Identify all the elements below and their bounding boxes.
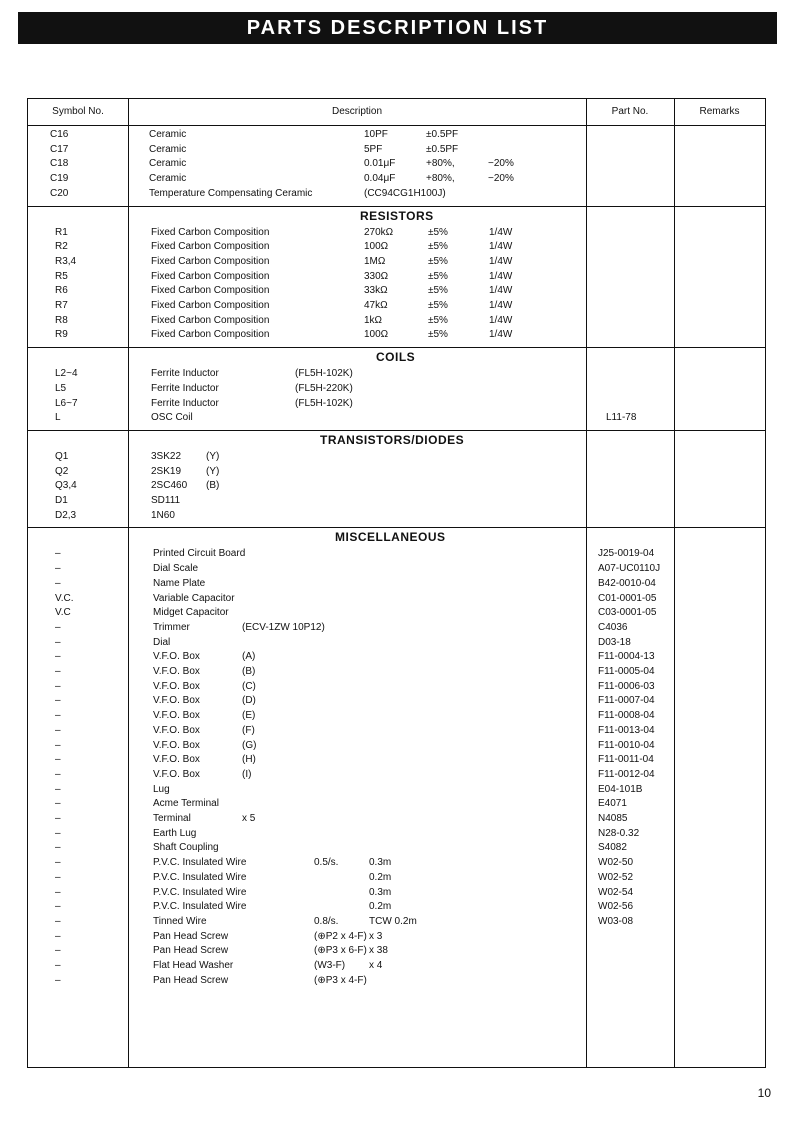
spec-cell: 0.5/s. xyxy=(314,857,339,869)
symbol-cell: – xyxy=(55,901,61,913)
quantity-cell: 0.2m xyxy=(369,901,392,913)
value-cell: (Y) xyxy=(206,450,220,462)
column-divider xyxy=(674,99,675,1067)
symbol-cell: R6 xyxy=(55,285,68,297)
value-cell: (FL5H-102K) xyxy=(295,397,353,409)
symbol-cell: – xyxy=(55,621,61,633)
symbol-cell: – xyxy=(55,827,61,839)
wattage-cell: 1/4W xyxy=(489,314,513,326)
symbol-cell: – xyxy=(55,695,61,707)
part-no-cell: F11-0008-04 xyxy=(598,710,655,722)
tolerance-cell: +80%, xyxy=(426,173,455,185)
description-cell: Fixed Carbon Composition xyxy=(151,241,270,253)
symbol-cell: – xyxy=(55,974,61,986)
symbol-cell: D2,3 xyxy=(55,509,77,521)
description-cell: Midget Capacitor xyxy=(153,607,229,619)
spec-cell: (B) xyxy=(242,666,256,677)
column-divider xyxy=(128,99,129,1067)
wattage-cell: 1/4W xyxy=(489,329,513,341)
header-description: Description xyxy=(331,106,383,117)
wattage-cell: 1/4W xyxy=(489,285,513,297)
symbol-cell: Q1 xyxy=(55,450,69,462)
header-part-no: Part No. xyxy=(611,106,649,117)
symbol-cell: – xyxy=(55,754,61,766)
description-cell: Fixed Carbon Composition xyxy=(151,255,270,267)
value-cell: 100Ω xyxy=(364,329,389,341)
symbol-cell: R9 xyxy=(55,329,68,341)
value-cell: 47kΩ xyxy=(364,300,388,311)
symbol-cell: V.C. xyxy=(55,592,74,604)
symbol-cell: – xyxy=(55,842,61,854)
description-cell: Lug xyxy=(153,783,170,795)
value-cell: 1kΩ xyxy=(364,314,383,326)
quantity-cell: 0.3m xyxy=(369,857,392,869)
part-no-cell: C4036 xyxy=(598,621,628,633)
tolerance-cell: ±0.5PF xyxy=(426,129,459,140)
value-cell: 1MΩ xyxy=(364,255,386,267)
part-no-cell: C03-0001-05 xyxy=(598,607,657,619)
description-cell: Ferrite Inductor xyxy=(151,368,219,380)
tolerance-cell: ±5% xyxy=(428,285,448,297)
symbol-cell: C18 xyxy=(50,158,69,170)
description-cell: Shaft Coupling xyxy=(153,842,219,854)
symbol-cell: C16 xyxy=(50,129,69,140)
symbol-cell: L6~7 xyxy=(55,397,78,409)
spec-cell: (W3-F) xyxy=(314,960,346,971)
spec-cell: 0.8/s. xyxy=(314,915,339,927)
section-divider xyxy=(28,206,765,207)
part-no-cell: D03-18 xyxy=(598,636,631,648)
description-cell: P.V.C. Insulated Wire xyxy=(153,871,247,883)
value-cell: (Y) xyxy=(206,465,220,477)
quantity-cell: 0.2m xyxy=(369,871,392,883)
symbol-cell: D1 xyxy=(55,495,68,506)
symbol-cell: – xyxy=(55,915,61,927)
description-cell: Fixed Carbon Composition xyxy=(151,300,270,311)
value-cell: 330Ω xyxy=(364,270,389,282)
part-no-cell: F11-0010-04 xyxy=(598,739,655,751)
description-cell: P.V.C. Insulated Wire xyxy=(153,886,247,898)
value-cell: 0.01μF xyxy=(364,158,396,170)
part-no-cell: F11-0007-04 xyxy=(598,695,655,707)
symbol-cell: – xyxy=(55,680,61,692)
description-cell: Ceramic xyxy=(149,143,187,155)
symbol-cell: – xyxy=(55,710,61,722)
quantity-cell: 0.3m xyxy=(369,886,392,898)
spec-cell: (F) xyxy=(242,724,255,736)
symbol-cell: – xyxy=(55,798,61,810)
tolerance-cell: ±5% xyxy=(428,241,448,253)
section-title: COILS xyxy=(376,350,416,365)
part-no-cell: C01-0001-05 xyxy=(598,592,657,604)
part-no-cell: W03-08 xyxy=(598,915,634,927)
symbol-cell: R8 xyxy=(55,314,68,326)
part-no-cell: N4085 xyxy=(598,813,628,824)
part-no-cell: F11-0011-04 xyxy=(598,754,654,766)
description-cell: Ceramic xyxy=(149,129,187,140)
spec-cell: (⊕P3 x 6-F) xyxy=(314,945,367,957)
description-cell: V.F.O. Box xyxy=(153,710,200,722)
description-cell: Ceramic xyxy=(149,173,187,185)
symbol-cell: – xyxy=(55,724,61,736)
description-cell: Printed Circuit Board xyxy=(153,548,246,560)
wattage-cell: 1/4W xyxy=(489,241,513,253)
wattage-cell: 1/4W xyxy=(489,255,513,267)
tolerance-cell: ±0.5PF xyxy=(426,143,459,155)
header-symbol: Symbol No. xyxy=(52,106,104,117)
symbol-cell: R3,4 xyxy=(55,255,77,267)
tolerance-cell: ±5% xyxy=(428,255,448,267)
spec-cell: (I) xyxy=(242,768,252,780)
part-no-cell: F11-0012-04 xyxy=(598,768,655,780)
spec-cell: (C) xyxy=(242,680,256,692)
symbol-cell: C17 xyxy=(50,143,69,155)
symbol-cell: – xyxy=(55,886,61,898)
symbol-cell: – xyxy=(55,871,61,883)
part-no-cell: E4071 xyxy=(598,798,627,810)
tolerance-cell: ±5% xyxy=(428,226,448,238)
description-cell: Variable Capacitor xyxy=(153,592,235,604)
part-no-cell: F11-0005-04 xyxy=(598,666,655,677)
description-cell: Fixed Carbon Composition xyxy=(151,226,270,238)
value-cell: 270kΩ xyxy=(364,226,394,238)
description-cell: Fixed Carbon Composition xyxy=(151,270,270,282)
value-cell: (B) xyxy=(206,480,220,492)
description-cell: V.F.O. Box xyxy=(153,768,200,780)
symbol-cell: L2~4 xyxy=(55,368,78,380)
header-divider xyxy=(28,125,765,126)
symbol-cell: R2 xyxy=(55,241,68,253)
description-cell: 2SK19 xyxy=(151,465,182,477)
page-title: PARTS DESCRIPTION LIST xyxy=(18,12,777,44)
tolerance-cell: −20% xyxy=(488,173,514,185)
symbol-cell: – xyxy=(55,666,61,677)
symbol-cell: – xyxy=(55,930,61,942)
symbol-cell: – xyxy=(55,813,61,824)
page-number: 10 xyxy=(757,1086,771,1100)
wattage-cell: 1/4W xyxy=(489,226,513,238)
description-cell: Trimmer xyxy=(153,621,190,633)
description-cell: SD111 xyxy=(151,495,181,506)
symbol-cell: Q3,4 xyxy=(55,480,77,492)
description-cell: Ferrite Inductor xyxy=(151,382,219,394)
part-no-cell: B42-0010-04 xyxy=(598,577,656,589)
value-cell: (FL5H-102K) xyxy=(295,368,353,380)
symbol-cell: C20 xyxy=(50,187,69,199)
spec-cell: (G) xyxy=(242,739,257,751)
symbol-cell: – xyxy=(55,651,61,663)
symbol-cell: – xyxy=(55,548,61,560)
spec-cell: (⊕P2 x 4-F) xyxy=(314,930,367,942)
part-no-cell: W02-50 xyxy=(598,857,634,869)
description-cell: V.F.O. Box xyxy=(153,680,200,692)
spec-cell: (D) xyxy=(242,695,256,707)
quantity-cell: x 38 xyxy=(369,945,388,957)
description-cell: Acme Terminal xyxy=(153,798,219,810)
part-no-cell: L11-78 xyxy=(606,412,637,424)
description-cell: V.F.O. Box xyxy=(153,724,200,736)
tolerance-cell: ±5% xyxy=(428,270,448,282)
description-cell: Dial Scale xyxy=(153,563,199,575)
part-no-cell: W02-56 xyxy=(598,901,634,913)
description-cell: Dial xyxy=(153,636,171,648)
tolerance-cell: +80%, xyxy=(426,158,455,170)
description-cell: P.V.C. Insulated Wire xyxy=(153,901,247,913)
description-cell: P.V.C. Insulated Wire xyxy=(153,857,247,869)
description-cell: Ferrite Inductor xyxy=(151,397,219,409)
value-cell: 33kΩ xyxy=(364,285,388,297)
spec-cell: x 5 xyxy=(242,813,256,824)
value-cell: 0.04μF xyxy=(364,173,396,185)
symbol-cell: – xyxy=(55,857,61,869)
wattage-cell: 1/4W xyxy=(489,270,513,282)
spec-cell: (ECV-1ZW 10P12) xyxy=(242,621,325,633)
symbol-cell: L xyxy=(55,412,61,424)
symbol-cell: R7 xyxy=(55,300,68,311)
tolerance-cell: ±5% xyxy=(428,314,448,326)
part-no-cell: F11-0004-13 xyxy=(598,651,655,663)
section-divider xyxy=(28,347,765,348)
symbol-cell: – xyxy=(55,783,61,795)
symbol-cell: – xyxy=(55,577,61,589)
part-no-cell: E04-101B xyxy=(598,783,643,795)
tolerance-cell: ±5% xyxy=(428,300,448,311)
quantity-cell: TCW 0.2m xyxy=(369,915,417,927)
value-cell: (FL5H-220K) xyxy=(295,382,353,394)
part-no-cell: W02-52 xyxy=(598,871,634,883)
section-divider xyxy=(28,527,765,528)
part-no-cell: F11-0006-03 xyxy=(598,680,655,692)
symbol-cell: V.C xyxy=(55,607,71,619)
symbol-cell: – xyxy=(55,960,61,971)
spec-cell: (A) xyxy=(242,651,256,663)
section-title: MISCELLANEOUS xyxy=(335,530,446,545)
value-cell: 10PF xyxy=(364,129,388,140)
quantity-cell: x 3 xyxy=(369,930,383,942)
description-cell: Pan Head Screw xyxy=(153,974,229,986)
symbol-cell: – xyxy=(55,739,61,751)
tolerance-cell: ±5% xyxy=(428,329,448,341)
description-cell: Temperature Compensating Ceramic xyxy=(149,187,313,199)
description-cell: V.F.O. Box xyxy=(153,666,200,677)
wattage-cell: 1/4W xyxy=(489,300,513,311)
symbol-cell: – xyxy=(55,768,61,780)
symbol-cell: C19 xyxy=(50,173,69,185)
description-cell: Flat Head Washer xyxy=(153,960,234,971)
header-remarks: Remarks xyxy=(699,106,740,117)
part-no-cell: S4082 xyxy=(598,842,627,854)
description-cell: OSC Coil xyxy=(151,412,193,424)
description-cell: Fixed Carbon Composition xyxy=(151,285,270,297)
description-cell: Pan Head Screw xyxy=(153,930,229,942)
symbol-cell: Q2 xyxy=(55,465,69,477)
description-cell: Tinned Wire xyxy=(153,915,207,927)
part-no-cell: F11-0013-04 xyxy=(598,724,655,736)
quantity-cell: x 4 xyxy=(369,960,383,971)
description-cell: 2SC460 xyxy=(151,480,188,492)
symbol-cell: R5 xyxy=(55,270,68,282)
value-cell: 100Ω xyxy=(364,241,389,253)
section-title: RESISTORS xyxy=(360,208,434,223)
description-cell: V.F.O. Box xyxy=(153,695,200,707)
spec-cell: (E) xyxy=(242,710,256,722)
part-no-cell: W02-54 xyxy=(598,886,634,898)
symbol-cell: – xyxy=(55,636,61,648)
description-cell: Fixed Carbon Composition xyxy=(151,314,270,326)
part-no-cell: N28-0.32 xyxy=(598,827,640,839)
tolerance-cell: −20% xyxy=(488,158,514,170)
part-no-cell: J25-0019-04 xyxy=(598,548,655,560)
spec-cell: (⊕P3 x 4-F) xyxy=(314,974,367,986)
description-cell: 1N60 xyxy=(151,509,175,521)
parts-table xyxy=(27,98,766,1068)
description-cell: Pan Head Screw xyxy=(153,945,229,957)
description-cell: Earth Lug xyxy=(153,827,197,839)
description-cell: Fixed Carbon Composition xyxy=(151,329,270,341)
symbol-cell: – xyxy=(55,563,61,575)
description-cell: 3SK22 xyxy=(151,450,182,462)
description-cell: V.F.O. Box xyxy=(153,651,200,663)
description-cell: V.F.O. Box xyxy=(153,739,200,751)
part-no-cell: A07-UC0110J xyxy=(598,563,661,575)
value-cell: 5PF xyxy=(364,143,383,155)
description-cell: Name Plate xyxy=(153,577,206,589)
description-cell: Ceramic xyxy=(149,158,187,170)
symbol-cell: – xyxy=(55,945,61,957)
spec-cell: (H) xyxy=(242,754,256,766)
description-cell: Terminal xyxy=(153,813,191,824)
symbol-cell: L5 xyxy=(55,382,67,394)
column-divider xyxy=(586,99,587,1067)
description-cell: V.F.O. Box xyxy=(153,754,200,766)
section-title: TRANSISTORS/DIODES xyxy=(320,432,465,447)
value-cell: (CC94CG1H100J) xyxy=(364,187,446,199)
symbol-cell: R1 xyxy=(55,226,68,238)
section-divider xyxy=(28,430,765,431)
